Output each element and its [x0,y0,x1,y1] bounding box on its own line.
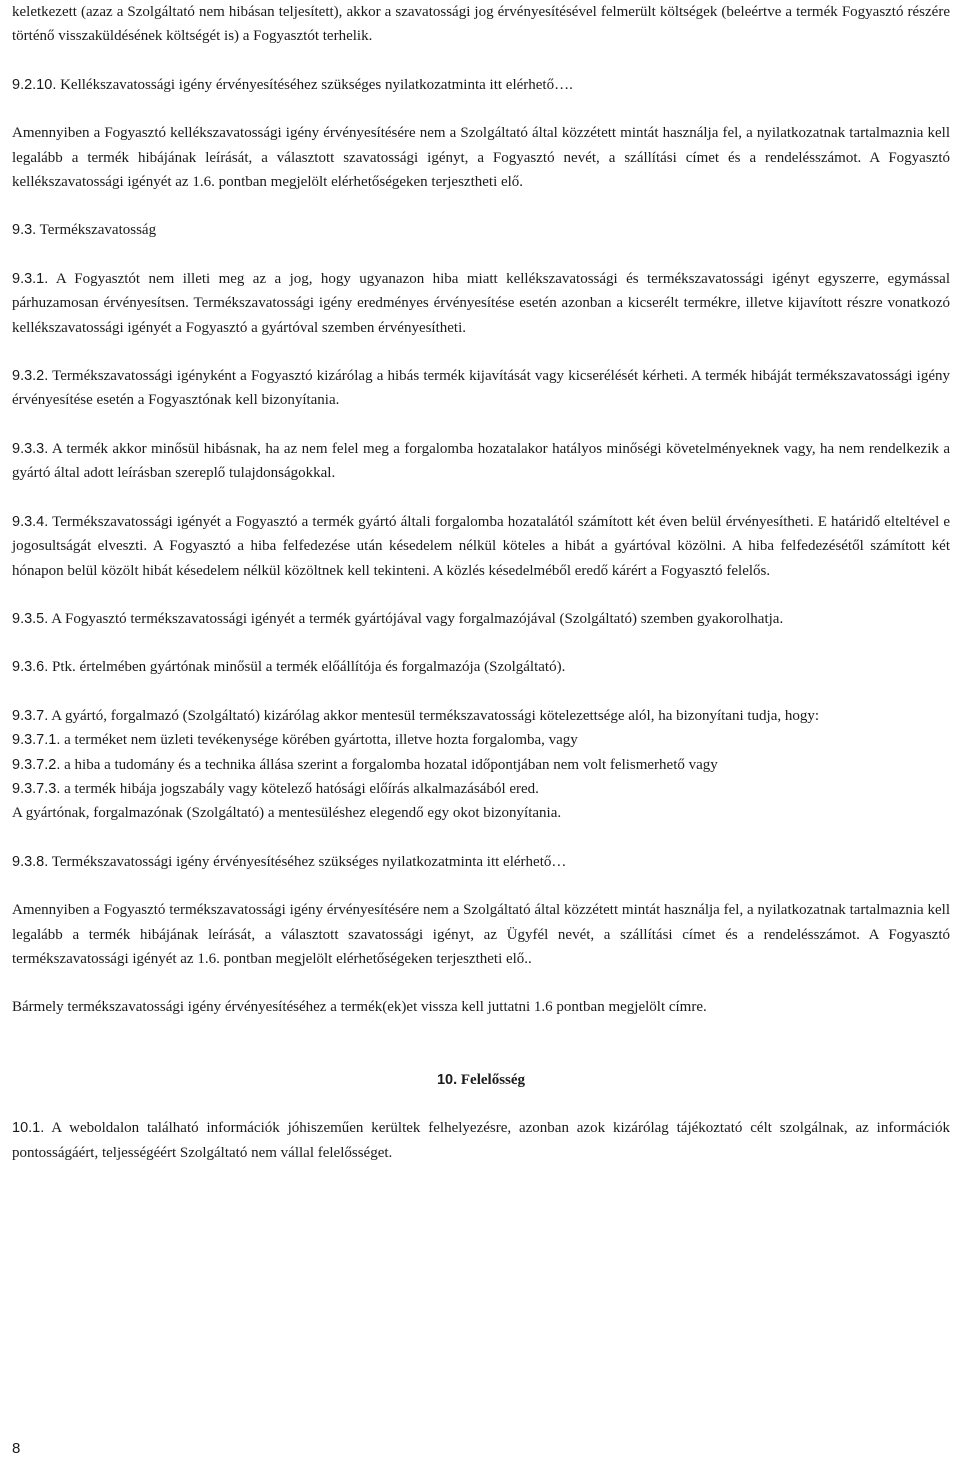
section-text: Kellékszavatossági igény érvényesítéséhez szükséges nyilatkozatminta itt elérhető…. [60,76,573,93]
section-9-3-7-2 [12,753,950,777]
section-text: a termék hibája jogszabály vagy kötelező hatósági előírás alkalmazásából ered. [64,780,539,797]
section-number: 9.3.7.2. [12,756,61,773]
section-text: A gyártó, forgalmazó (Szolgáltató) kizárólag akkor mentesül termékszavatossági kötelezettsége alól, ha bizonyítani tudja, hogy: [51,707,820,724]
section-9-3-3 [12,437,950,486]
section-9-3-1 [12,267,950,340]
section-number: 10.1. [12,1120,45,1137]
section-9-3-7-1 [12,728,950,752]
section-heading-9-3 [12,218,950,242]
section-text: a hiba a tudomány és a technika állása szerint a forgalomba hozatal időpontjában nem volt felismerhető vagy [64,756,718,773]
section-number: 9.3.8. [12,853,49,870]
section-heading-text: Termékszavatosság [39,222,157,239]
section-9-3-8 [12,850,950,874]
paragraph-warranty-declaration-1: Amennyiben a Fogyasztó kellékszavatossági igény érvényesítésére nem a Szolgáltató által közzétett mintát használja fel, a nyilatkozatnak tartalmaznia kell legalább a termék hibájának leírását, a választott szavatossági igényt, a Fogyasztó nevét, a szállítási címet és a rendelésszámot. A Fogyasztó kellékszavatossági igényét az 1.6. pontban megjelölt elérhetőségeken terjesztheti elő. [12,125,950,191]
section-number: 9.3.1. [12,270,49,287]
section-text: Ptk. értelmében gyártónak minősül a termék előállítója és forgalmazója (Szolgáltató). [52,659,566,676]
paragraph-warranty-declaration-2: Amennyiben a Fogyasztó termékszavatossági igény érvényesítésére nem a Szolgáltató által közzétett mintát használja fel, a nyilatkozatnak tartalmaznia kell legalább a termék hibájának leírását, a választott szavatossági igényt, az Ügyfél nevét, a szállítási címet és a rendelésszámot. A Fogyasztó termékszavatossági igényét az 1.6. pontban megjelölt elérhetőségeken terjesztheti elő.. [12,902,950,967]
paragraph-liability-costs: keletkezett (azaz a Szolgáltató nem hibásan teljesített), akkor a szavatossági jog érvényesítésével felmerült költségek (beleértve a termék Fogyasztó részére történő visszaküldésének költségét is) a Fogyasztót terhelik. [12,4,950,45]
paragraph-return-products: Bármely termékszavatossági igény érvényesítéséhez a termék(ek)et vissza kell juttatni 1.6 pontban megjelölt címre. [12,999,707,1016]
section-number: 9.3.3. [12,440,49,457]
section-text: A termék akkor minősül hibásnak, ha az nem felel meg a forgalomba hozatalakor hatályos minőségi követelményeknek vagy, ha nem rendelkezik a gyártó által adott leírásban szereplő tulajdonságokkal. [12,440,950,482]
section-number: 9.3.2. [12,368,49,385]
section-number: 9.3.7.3. [12,780,61,797]
section-number: 9.3.6. [12,659,49,676]
section-heading-10 [12,1068,950,1092]
section-text: a terméket nem üzleti tevékenysége körében gyártotta, illetve hozta forgalomba, vagy [64,732,578,749]
section-heading-text: Felelősség [460,1071,526,1088]
section-9-3-7-3 [12,777,950,801]
page-number: 8 [12,1440,21,1457]
section-text: A weboldalon található információk jóhiszeműen kerültek felhelyezésre, azonban azok kizárólag tájékoztató célt szolgálnak, az információk pontosságáért, teljességéért Szolgáltató nem vállal felelősséget. [12,1120,950,1161]
paragraph-manufacturer-exemption: A gyártónak, forgalmazónak (Szolgáltató) a mentesüléshez elegendő egy okot bizonyítania. [12,805,562,822]
section-9-3-2 [12,364,950,413]
section-9-2-10 [12,73,950,97]
section-text: Termékszavatossági igény érvényesítéséhez szükséges nyilatkozatminta itt elérhető… [51,853,567,870]
section-9-3-4 [12,510,950,583]
section-text: Termékszavatossági igényként a Fogyasztó kizárólag a hibás termék kijavítását vagy kicserélését kérheti. A termék hibáját termékszavatossági igény érvényesítése esetén a Fogyasztónak kell bizonyítania. [12,368,950,409]
section-9-3-5 [12,607,950,631]
section-number: 9.3.4. [12,513,49,530]
section-9-3-7 [12,704,950,728]
section-text: Termékszavatossági igényét a Fogyasztó a termék gyártó általi forgalomba hozatalától számított két éven belül érvényesítheti. E határidő elteltével e jogosultságát elveszti. A Fogyasztó a hiba felfedezése után késedelem nélkül köteles a hibát a gyártóval közölni. A hiba felfedezésétől számított két hónapon belül közölt hibát késedelem nélkül közöltnek kell tekinteni. A közlés késedelméből eredő kárért a Fogyasztó felelős. [12,513,951,579]
section-number: 9.3.7. [12,707,49,724]
section-number: 9.3. [12,222,37,239]
section-text: A Fogyasztót nem illeti meg az a jog, hogy ugyanazon hiba miatt kellékszavatossági és termékszavatossági igényt egyszerre, egymással párhuzamosan érvényesítsen. Termékszavatossági igény eredményes érvényesítése esetén azonban a kicserélt termékre, illetve kijavított részre vonatkozó kellékszavatossági igényét a Fogyasztó a gyártóval szemben érvényesítheti. [12,270,950,336]
section-number: 9.3.5. [12,610,49,627]
section-number: 9.3.7.1. [12,732,61,749]
section-number: 9.2.10. [12,76,57,93]
section-10-1 [12,1116,950,1165]
section-9-3-6 [12,655,950,679]
section-text: A Fogyasztó termékszavatossági igényét a termék gyártójával vagy forgalmazójával (Szolgáltató) szemben gyakorolhatja. [51,610,784,627]
section-number: 10. [436,1071,458,1088]
